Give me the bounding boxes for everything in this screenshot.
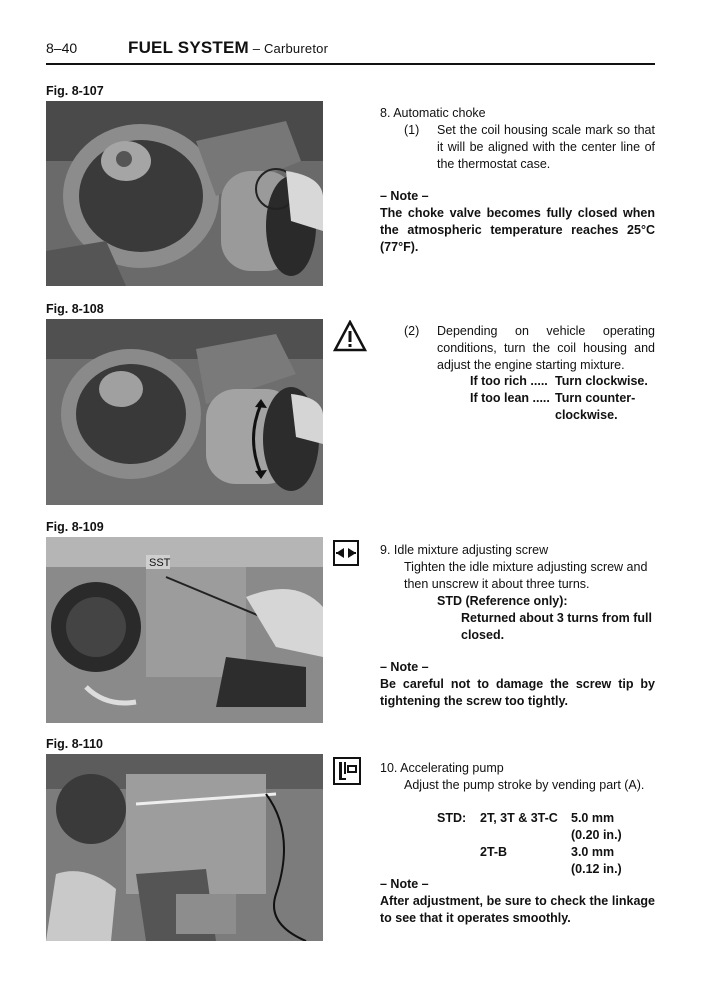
step-9-text: Tighten the idle mixture adjusting screw and then unscrew it about three turns. [404, 560, 648, 591]
figure-label-110: Fig. 8-110 [46, 737, 103, 751]
step-9-std-value: Returned about 3 turns from full closed. [461, 611, 652, 642]
figure-label-108: Fig. 8-108 [46, 302, 104, 316]
step-8-title: 8. Automatic choke [380, 106, 486, 120]
step-8-note-text: The choke valve becomes fully closed when the atmospheric temperature reaches 25°C (77°F). [380, 206, 655, 254]
section-title [128, 38, 328, 58]
figure-photo-109 [46, 537, 323, 723]
step-8-note-heading: – Note – [380, 189, 429, 203]
step-9-std-label: STD (Reference only): [437, 594, 568, 608]
step-10-text: Adjust the pump stroke by vending part (A). [404, 778, 645, 792]
step-10-value-2-mm: 3.0 mm [571, 845, 615, 859]
lean-label: If too lean ..... [470, 391, 550, 405]
measure-gauge-icon [333, 757, 361, 785]
page-number: 8–40 [46, 40, 78, 56]
step-9-title: 9. Idle mixture adjusting screw [380, 543, 549, 557]
step-8-sub1-number: (1) [404, 123, 420, 137]
warning-triangle-icon [333, 320, 367, 357]
figure-label-107: Fig. 8-107 [46, 84, 104, 98]
rich-label: If too rich ..... [470, 374, 548, 388]
step-8-sub1-text: Set the coil housing scale mark so that it will be aligned with the center line of the thermostat case. [437, 123, 655, 171]
section-name: FUEL SYSTEM [128, 38, 249, 57]
step-9-note-text: Be careful not to damage the screw tip by tightening the screw too tightly. [380, 677, 655, 708]
sst-callout: SST [149, 557, 171, 569]
step-10-model-2: 2T-B [480, 845, 508, 859]
step-10-std-label: STD: [437, 811, 467, 825]
tighten-arrows-icon [333, 540, 359, 566]
step-8-sub2-number: (2) [404, 324, 420, 338]
header-rule [46, 63, 655, 65]
figure-label-109: Fig. 8-109 [46, 520, 104, 534]
step-10-title: 10. Accelerating pump [380, 761, 504, 775]
lean-action: Turn counter- [555, 391, 636, 405]
step-10-value-2-in: (0.12 in.) [571, 862, 622, 876]
lean-action-cont: clockwise. [555, 408, 618, 422]
step-10-value-1-in: (0.20 in.) [571, 828, 622, 842]
subsection-name: – Carburetor [248, 41, 329, 56]
rich-action: Turn clockwise. [555, 374, 648, 388]
figure-photo-110 [46, 754, 323, 941]
figure-photo-107 [46, 101, 323, 286]
step-10-model-1: 2T, 3T & 3T-C [480, 811, 558, 825]
step-10-note-text: After adjustment, be sure to check the linkage to see that it operates smoothly. [380, 894, 655, 925]
step-9-note-heading: – Note – [380, 660, 429, 674]
step-10-note-heading: – Note – [380, 877, 429, 891]
step-10-value-1-mm: 5.0 mm [571, 811, 615, 825]
figure-photo-108 [46, 319, 323, 505]
step-8-sub2-text: Depending on vehicle operating conditions, turn the coil housing and adjust the engine starting mixture. [437, 324, 655, 372]
